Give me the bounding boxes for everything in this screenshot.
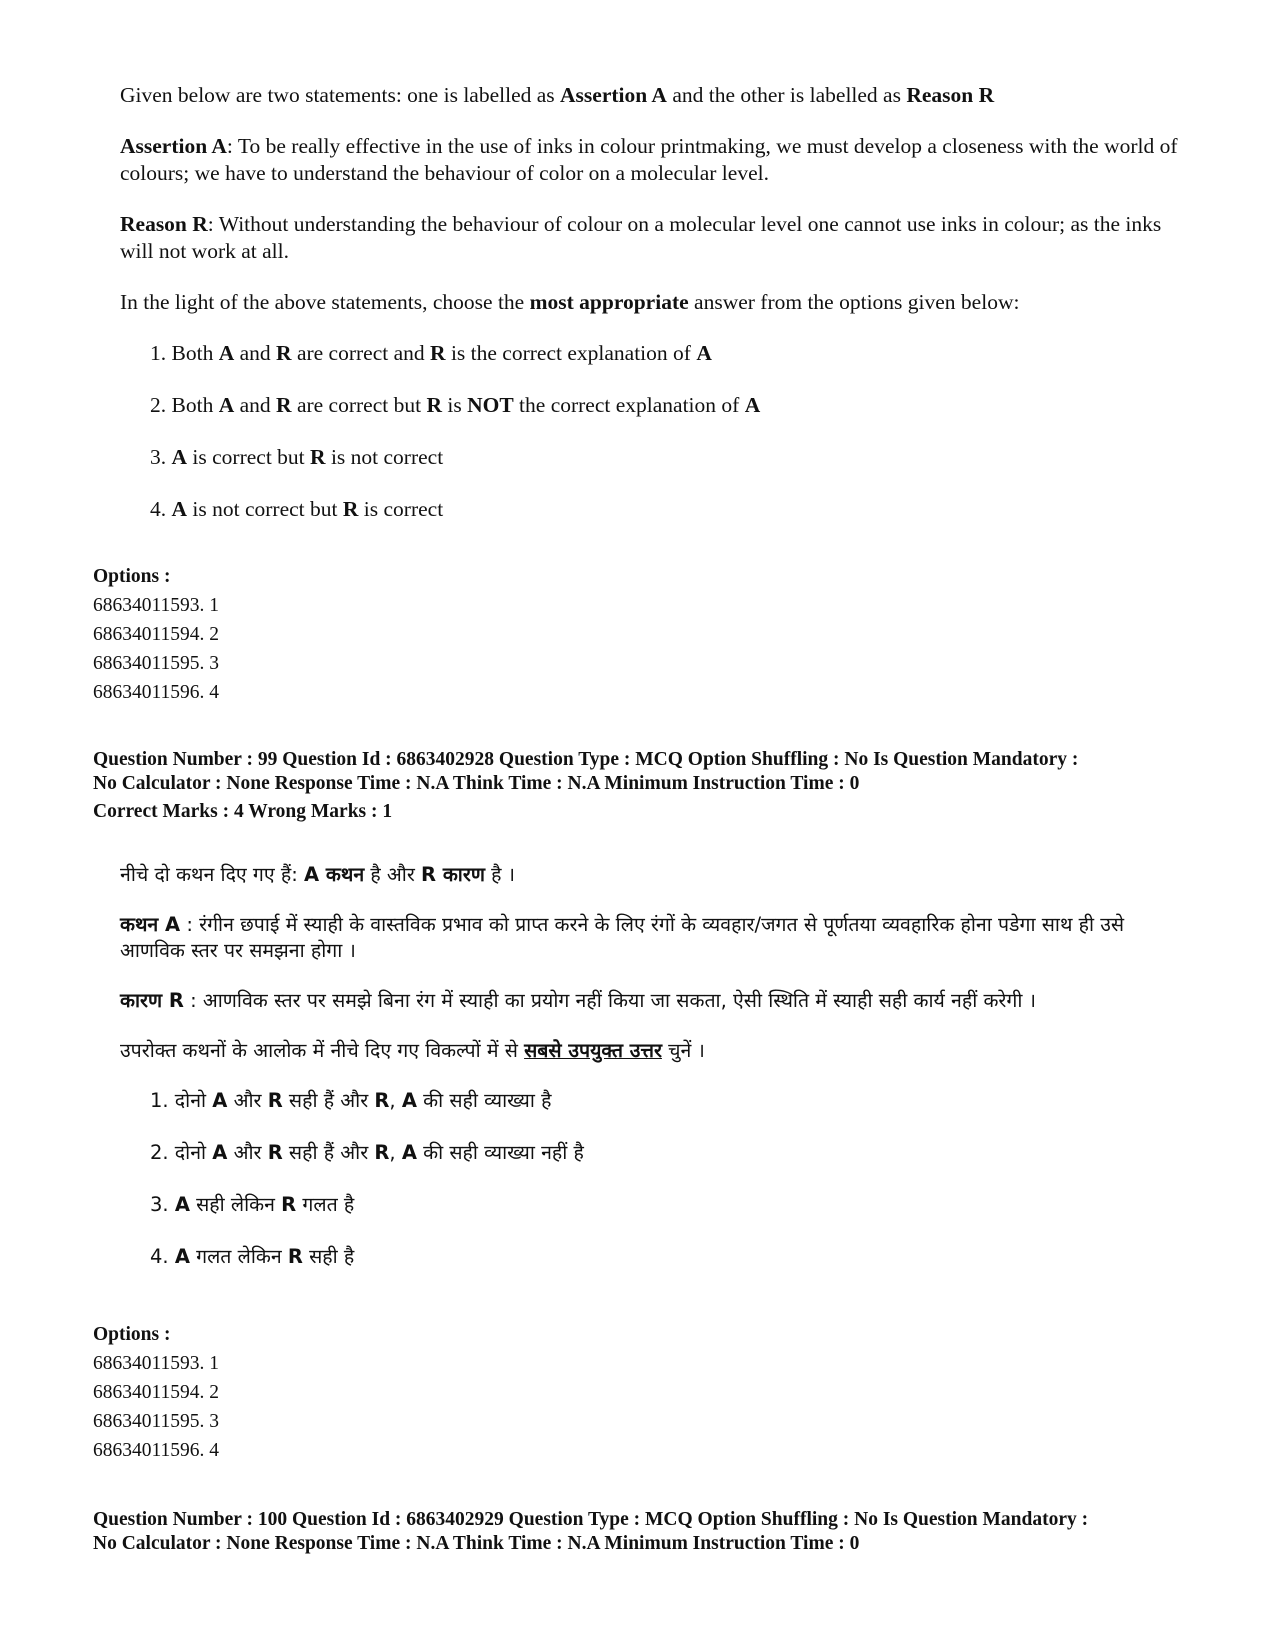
instruction-prompt: उपरोक्त कथनों के आलोक में नीचे दिए गए विकल्पों में से सबसे उपयुक्त उत्तर चुनें । bbox=[120, 1039, 705, 1062]
choice-2: 2. Both A and R are correct but R is NOT the correct explanation of A bbox=[150, 393, 761, 417]
marks-line: Correct Marks : 4 Wrong Marks : 1 bbox=[93, 801, 393, 822]
statement-intro: Given below are two statements: one is labelled as Assertion A and the other is labelled as Reason R bbox=[120, 83, 995, 107]
choice-3: 3. A सही लेकिन R गलत है bbox=[150, 1193, 355, 1216]
option-id: 68634011595. 3 bbox=[93, 653, 220, 674]
choice-2: 2. दोनो A और R सही हैं और R, A की सही व्याख्या नहीं है bbox=[150, 1141, 584, 1164]
option-id: 68634011595. 3 bbox=[93, 1411, 220, 1432]
question-100-meta bbox=[93, 1508, 1223, 1556]
statement-intro: नीचे दो कथन दिए गए हैं: A कथन है और R कारण है । bbox=[120, 863, 516, 886]
option-id: 68634011594. 2 bbox=[93, 624, 220, 645]
option-id: 68634011593. 1 bbox=[93, 595, 220, 616]
assertion-a: कथन A : रंगीन छपाई में स्याही के वास्तविक प्रभाव को प्राप्त करने के लिए रंगों के व्यवहार/जगत से पूर्णतया व्यवहारिक होना पडेगा साथ ही उसे आणविक स्तर पर समझना होगा । bbox=[120, 913, 1125, 962]
question-99-meta bbox=[93, 748, 1223, 824]
instruction-prompt: In the light of the above statements, choose the most appropriate answer from the options given below: bbox=[120, 290, 1020, 314]
meta-line-1: Question Number : 100 Question Id : 6863402929 Question Type : MCQ Option Shuffling : No Is Question Mandatory : bbox=[93, 1509, 1089, 1530]
reason-r: Reason R: Without understanding the behaviour of colour on a molecular level one cannot use inks in colour; as the inks will not work at all. bbox=[120, 212, 1162, 263]
option-id: 68634011596. 4 bbox=[93, 1440, 220, 1461]
meta-line-2: No Calculator : None Response Time : N.A Think Time : N.A Minimum Instruction Time : 0 bbox=[93, 1533, 860, 1554]
options-list-98 bbox=[93, 562, 219, 707]
option-id: 68634011593. 1 bbox=[93, 1353, 220, 1374]
question-99-body bbox=[120, 862, 1180, 1296]
meta-line-1: Question Number : 99 Question Id : 6863402928 Question Type : MCQ Option Shuffling : No Is Question Mandatory : bbox=[93, 749, 1079, 770]
choice-3: 3. A is correct but R is not correct bbox=[150, 445, 444, 469]
meta-line-2: No Calculator : None Response Time : N.A Think Time : N.A Minimum Instruction Time : 0 bbox=[93, 773, 860, 794]
options-list-99 bbox=[93, 1320, 219, 1465]
choice-1: 1. दोनो A और R सही हैं और R, A की सही व्याख्या है bbox=[150, 1089, 552, 1112]
choice-4: 4. A गलत लेकिन R सही है bbox=[150, 1245, 355, 1268]
options-label: Options : bbox=[93, 566, 171, 587]
option-id: 68634011596. 4 bbox=[93, 682, 220, 703]
options-label: Options : bbox=[93, 1324, 171, 1345]
assertion-a: Assertion A: To be really effective in the use of inks in colour printmaking, we must develop a closeness with the world of colours; we have to understand the behaviour of color on a molecular level. bbox=[120, 134, 1178, 185]
option-id: 68634011594. 2 bbox=[93, 1382, 220, 1403]
question-98-body bbox=[120, 82, 1180, 548]
choice-1: 1. Both A and R are correct and R is the correct explanation of A bbox=[150, 341, 712, 365]
reason-r: कारण R : आणविक स्तर पर समझे बिना रंग में स्याही का प्रयोग नहीं किया जा सकता, ऐसी स्थिति में स्याही सही कार्य नहीं करेगी । bbox=[120, 989, 1037, 1012]
choice-4: 4. A is not correct but R is correct bbox=[150, 497, 444, 521]
